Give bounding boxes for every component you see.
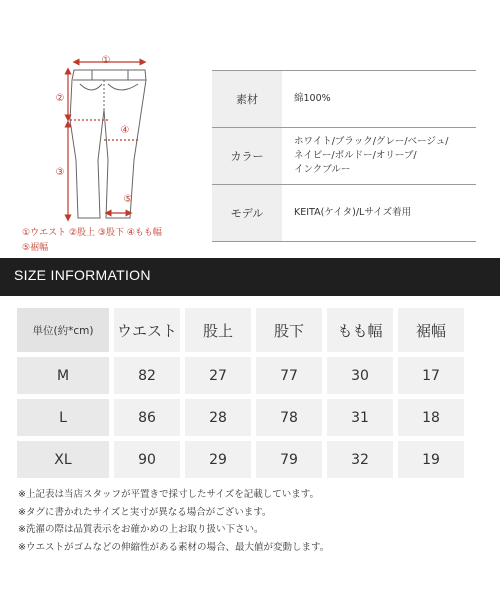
- table-cell: 28: [185, 399, 251, 436]
- marker-rise: ②: [55, 93, 65, 104]
- spec-value: [282, 71, 476, 128]
- table-row: [17, 441, 464, 478]
- header-hem: 裾幅: [398, 308, 464, 352]
- spec-label: 素材: [212, 71, 282, 128]
- spec-value: [282, 128, 476, 185]
- spec-value: [282, 185, 476, 242]
- unit-label: 単位(約*cm): [17, 308, 109, 352]
- note-line: ※上記表は当店スタッフが平置きで採寸したサイズを記載しています。: [18, 489, 319, 500]
- spec-value-line: 綿100%: [294, 93, 331, 104]
- spec-value-line: KEITA(ケイタ)/Lサイズ着用: [294, 207, 412, 218]
- spec-value-line: インクブルー: [294, 164, 351, 175]
- banner-title: SIZE INFORMATION: [14, 267, 151, 283]
- size-table: [12, 303, 469, 483]
- pants-diagram-icon: [0, 0, 210, 262]
- table-cell: 90: [114, 441, 180, 478]
- product-spec-table: [212, 70, 476, 242]
- pants-measurement-diagram: [0, 0, 210, 262]
- table-row: [17, 357, 464, 394]
- size-label: L: [17, 399, 109, 436]
- spec-value-line: ホワイト/ブラック/グレー/ベージュ/: [294, 136, 449, 147]
- spec-row-model: [212, 185, 476, 242]
- table-cell: 19: [398, 441, 464, 478]
- legend-rise: ②股上: [68, 228, 96, 238]
- marker-hem: ⑤: [123, 194, 133, 205]
- header-rise: 股上: [185, 308, 251, 352]
- table-cell: 31: [327, 399, 393, 436]
- table-cell: 27: [185, 357, 251, 394]
- legend-inseam: ③股下: [97, 228, 124, 238]
- header-waist: ウエスト: [114, 308, 180, 352]
- marker-inseam: ③: [55, 167, 65, 178]
- note-line: ※洗濯の際は品質表示をお確かめの上お取り扱い下さい。: [18, 524, 264, 535]
- table-cell: 86: [114, 399, 180, 436]
- table-cell: 32: [327, 441, 393, 478]
- note-line: ※タグに書かれたサイズと実寸が異なる場合がございます。: [18, 506, 272, 518]
- spec-label: モデル: [212, 185, 282, 242]
- spec-label: カラー: [212, 128, 282, 185]
- size-label: M: [17, 357, 109, 394]
- size-label: XL: [17, 441, 109, 478]
- table-row: [17, 399, 464, 436]
- table-cell: 30: [327, 357, 393, 394]
- legend-hem: ⑤裾幅: [22, 243, 49, 253]
- legend-thigh: ④もも幅: [126, 228, 162, 238]
- table-cell: 17: [398, 357, 464, 394]
- spec-row-material: [212, 71, 476, 128]
- legend-waist: ①ウエスト: [22, 228, 67, 238]
- marker-waist: ①: [101, 55, 111, 66]
- spec-row-color: [212, 128, 476, 185]
- measurement-legend: [22, 226, 162, 256]
- table-cell: 29: [185, 441, 251, 478]
- table-cell: 82: [114, 357, 180, 394]
- table-cell: 18: [398, 399, 464, 436]
- header-inseam: 股下: [256, 308, 322, 352]
- size-information-banner: [0, 258, 500, 296]
- size-notes: [18, 486, 329, 556]
- size-table-header: [17, 308, 464, 352]
- table-cell: 77: [256, 357, 322, 394]
- note-line: ※ウエストがゴムなどの伸縮性がある素材の場合、最大値が変動します。: [18, 541, 330, 553]
- table-cell: 78: [256, 399, 322, 436]
- marker-thigh: ④: [120, 125, 130, 136]
- table-cell: 79: [256, 441, 322, 478]
- spec-value-line: ネイビー/ボルドー/オリーブ/: [294, 150, 417, 161]
- header-thigh: もも幅: [327, 308, 393, 352]
